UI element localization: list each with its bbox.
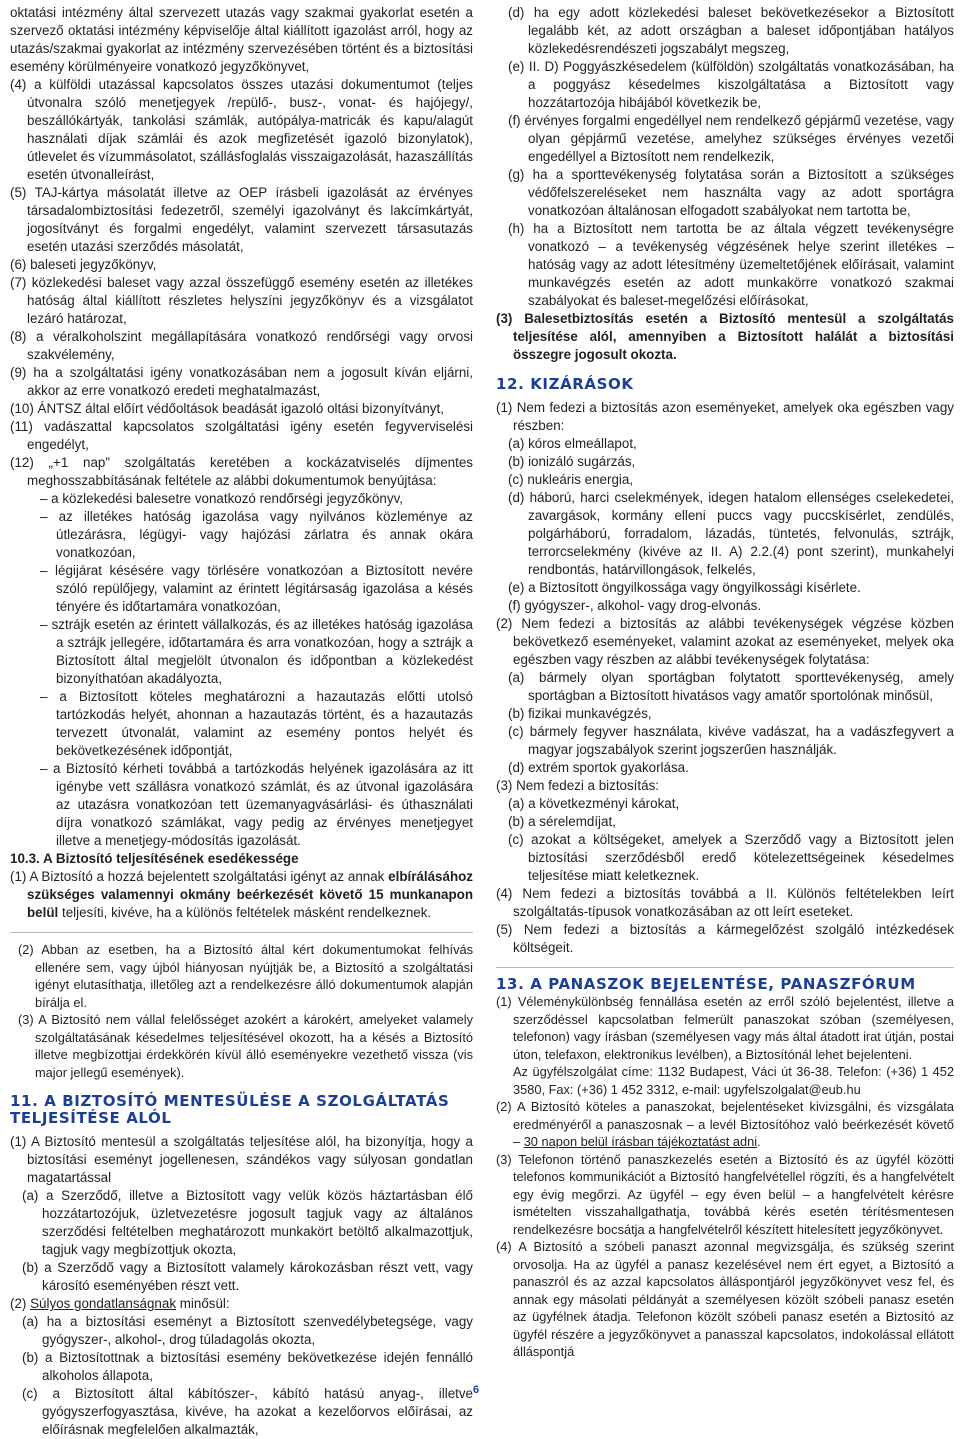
list-item: (d) extrém sportok gyakorlása. xyxy=(508,760,689,775)
paragraph-13-4: (4) A Biztosító a szóbeli panaszt azonnal megvizsgálja, és szükség szerint orvosolja. Ha az ügyfél a panasz kezelésével nem ért egyet, a Biztosító a panaszról és az azzal kapcsolatos álláspontjáról jegyzőkönyvet vesz fel, és annak egy másolati példányát a személyesen közölt szóbeli panasz esetén az ügyfélnek átadja. Telefonon közölt szóbeli panasz esetén a Biztosító az ügyfél részére a jegyzőkönyvet a panasszal kapcsolatos, indokolással ellátott álláspontjá xyxy=(496,1239,954,1359)
list-item: (d) ha egy adott közlekedési baleset bekövetkezésekor a Biztosított legalább két, az adott országban a baleset időpontjában hatályos közlekedésrendészeti jogszabályt megszeg, xyxy=(508,5,954,56)
list-item: (b) a sérelemdíjat, xyxy=(508,814,616,829)
paragraph-13-1: (1) Véleménykülönbség fennállása esetén az erről szóló bejelentést, illetve a szerződéssel kapcsolatban felmerült panaszokat szóban (személyesen, telefonon) vagy írásban (személyesen vagy más által átadott irat útján, postai úton, telefaxon, elektronikus levélben), a Biztosítónál lehet bejelenteni. xyxy=(496,994,954,1062)
list-item: (a) a következményi károkat, xyxy=(508,796,680,811)
paragraph-13-2 xyxy=(496,1098,954,1151)
text-run: (2) xyxy=(10,1296,31,1311)
section-heading-11: 11. A BIZTOSÍTÓ MENTESÜLÉSE A SZOLGÁLTATÁS TELJESÍTÉSE ALÓL xyxy=(10,1092,450,1127)
list-item: (11) vadászattal kapcsolatos szolgáltatási igény esetén fegyverviselési engedélyt, xyxy=(10,419,473,452)
list-item: (d) háború, harci cselekmények, idegen hatalom ellenséges cselekedetei, zavargások, kormány elleni puccs vagy puccskísérlet, zendülés, polgárháború, forradalom, lázadás, tüntetés, felvonulás, sztrájk, terrorcselekmény (kivéve az II. A) 2.2.(4) pont szerint), munkahelyi rendbontás, határvillongások, felkelés, xyxy=(508,490,954,577)
paragraph-11-2 xyxy=(10,1295,473,1313)
text-run: (1) A Biztosító a hozzá bejelentett szolgáltatási igényt az annak xyxy=(10,869,389,884)
separator-line xyxy=(496,967,954,968)
list-item: (12) „+1 nap” szolgáltatás keretében a kockázatviselés díjmentes meghosszabbításának feltétele az alábbi dokumentumok benyújtása: xyxy=(10,455,473,488)
list-item: (c) azokat a költségeket, amelyek a Szerződő vagy a Biztosított jelen biztosítási szerződésből eredő kötelezettségeinek késedelmes teljesítése miatt keletkeznek. xyxy=(508,832,954,883)
list-item: (8) a véralkoholszint megállapítására vonatkozó rendőrségi vagy orvosi szakvélemény, xyxy=(10,329,473,362)
underlined-text-run: Súlyos gondatlanságnak xyxy=(30,1296,177,1311)
paragraph-13-3: (3) Telefonon történő panaszkezelés esetén a Biztosító és az ügyfél közötti telefonos kommunikációt a Biztosító hangfelvétellel rögzíti, és a hangfelvételt egy évig megőrzi. Az ügyfél – egy éven belül – a hangfelvételt kérésre ismételten visszahallgathatja, továbbá kérés esetén térítésmentesen rendelkezésre bocsátja a hangfelvételről készített hitelesített jegyzőkönyvet. xyxy=(496,1151,954,1237)
customer-service-address: Az ügyfélszolgálat címe: 1132 Budapest, Váci út 36-38. Telefon: (+36) 1 452 3580, Fax: (+36) 1 452 3312, e-mail: ugyfelszolgalat@eub.hu xyxy=(513,1064,954,1097)
list-item: (c) a Biztosított által kábítószer-, kábító hatású anyag-, illetve gyógyszerfogyasztása, kivéve, ha azokat a kezelőorvos előírásai, az előírásnak megfelelően alkalmazták, xyxy=(22,1386,473,1437)
list-item: (e) II. D) Poggyászkésedelem (külföldön) szolgáltatás vonatkozásában, ha a poggyász késedelmes kiszolgáltatása a Biztosított vagy hozzátartozója hibájából következik be, xyxy=(508,59,954,110)
list-item: (h) ha a Biztosított nem tartotta be az általa végzett tevékenységre vonatkozó – a tevékenység végzésének helye szerint illetékes – hatóság vagy az adott létesítmény üzemeltetőjének előírásait, valamint munkavégzés esetén az adott munkakörre vonatkozó szakmai szabályokat és baleset-megelőzési előírásokat, xyxy=(508,221,954,308)
text-run: teljesíti, kivéve, ha a különös feltételek másként rendelkeznek. xyxy=(58,905,432,920)
list-item: (5) TAJ-kártya másolatát illetve az OEP írásbeli igazolását az érvényes társadalombiztosítási fedezetről, személyi igazolványt és lakcímkártyát, jogosítványt és forgalmi engedélyt, valamint szervezett társasutazás esetén utazási szerződés másolatát, xyxy=(10,185,473,254)
list-item: (9) ha a szolgáltatási igény vonatkozásában nem a jogosult kíván eljárni, akkor az erre vonatkozó eredeti meghatalmazást, xyxy=(10,365,473,398)
list-item: (7) közlekedési baleset vagy azzal összefüggő esemény esetén az illetékes hatóság által kiállított részletes helyszíni jegyzőkönyv és a vizsgálatot lezáró határozat, xyxy=(10,275,473,326)
text-run: (2) A Biztosító köteles a panaszokat, bejelentéseket kivizsgálni, és vizsgálata eredményéről a panaszosnak – a levél Biztosítóhoz való beérkezését követő – xyxy=(496,1099,954,1149)
list-item: (10) ÁNTSZ által előírt védőoltások beadását igazoló oltási bizonyítványt, xyxy=(10,401,444,416)
section-heading-13: 13. A PANASZOK BEJELENTÉSE, PANASZFÓRUM xyxy=(496,975,916,993)
paragraph-12-4: (4) Nem fedezi a biztosítás továbbá a II. Különös feltételekben leírt szolgáltatás-típusok vonatkozásában az ott leírt eseteket. xyxy=(496,886,954,919)
boxed-text xyxy=(10,941,473,1081)
list-item: (4) a külföldi utazással kapcsolatos összes utazási dokumentumot (teljes útvonalra szóló menetjegyek /repülő-, busz-, vonat- és hajójegy/, beszállókártyák, tankolási számlák, autópálya-matricák és kapu/alagút használati díjak számlái és azok megfizetését igazoló bizonylatok), útlevelet és vízummásolatot, szállásfoglalás visszaigazolását, hazaszállítás esetén útvonalleírást, xyxy=(10,77,473,182)
text-run: minősül: xyxy=(176,1296,230,1311)
dash-item: – a közlekedési balesetre vonatkozó rendőrségi jegyzőkönyv, xyxy=(40,491,403,506)
list-item: (b) ionizáló sugárzás, xyxy=(508,454,636,469)
dash-item: – a Biztosított köteles meghatározni a hazautazás előtti utolsó tartózkodás helyét, ahonnan a hazautazás történt, és a hazautazás tervezett útvonalát, valamint az esemény pontos helyét és bekövetkezésének időpontját, xyxy=(40,689,473,758)
list-item: (a) kóros elmeállapot, xyxy=(508,436,637,451)
paragraph-11-3: (3) Balesetbiztosítás esetén a Biztosító mentesül a szolgáltatás teljesítése alól, amennyiben a Biztosított halálát a biztosítási összegre jogosult okozta. xyxy=(496,311,954,362)
list-item: (a) bármely olyan sportágban folytatott sporttevékenység, amely sportágban a Biztosított hivatásos vagy amatőr sportolónak minősül, xyxy=(508,670,954,703)
text-run: . xyxy=(757,1134,761,1149)
separator-line xyxy=(10,932,473,933)
dash-item: – sztrájk esetén az érintett vállalkozás, és az illetékes hatóság igazolása a sztrájk jellegére, időtartamára és arra vonatkozóan, hogy a sztrájk a Biztosított által megjelölt útvonalon és időpontban a közlekedést bizonyíthatóan akadályozta, xyxy=(40,617,473,686)
dash-item: – az illetékes hatóság igazolása vagy nyilvános közleménye az útlezárásra, légügyi- vagy hajózási zárlatra és annak okára vonatkozóan, xyxy=(40,509,473,560)
complaints-text xyxy=(496,993,954,1361)
continued-paragraph: oktatási intézmény által szervezett utazás vagy szakmai gyakorlat esetén a szervező oktatási intézmény képviselője által kiállított igazolást arról, hogy az utazás/szakmai gyakorlat az intézmény szervezésében történt és a biztosítási esemény körülményeire vonatkozó jegyzőkönyvet, xyxy=(10,5,473,74)
list-item: (e) a Biztosított öngyilkossága vagy öngyilkossági kísérlete. xyxy=(508,580,861,595)
list-item: (f) gyógyszer-, alkohol- vagy drog-elvonás. xyxy=(508,598,762,613)
paragraph-11-1: (1) A Biztosító mentesül a szolgáltatás teljesítése alól, ha bizonyítja, hogy a biztosítási eseményt jogellenesen, szándékos vagy súlyosan gondatlan magatartással xyxy=(10,1134,473,1185)
left-column xyxy=(10,4,473,1439)
paragraph-10-3-2: (2) Abban az esetben, ha a Biztosító által kért dokumentumokat felhívás ellenére sem, vagy újból hiányosan nyújtják be, a Biztosító a szolgáltatási igényt elutasíthatja, illetőleg azt a rendelkezésre álló dokumentumok alapján bírálja el. xyxy=(18,942,473,1010)
list-item: (6) baleseti jegyzőkönyv, xyxy=(10,257,157,272)
page-number: 6 xyxy=(473,1384,480,1396)
paragraph-12-3: (3) Nem fedezi a biztosítás: xyxy=(496,778,659,793)
paragraph-10-3-3: (3) A Biztosító nem vállal felelősséget azokért a károkért, amelyeket valamely szolgáltatásának késedelmes teljesítésével okozott, ha a késés a Biztosító illetve megbízottjai érdekkörén kívül álló eseményekre vezethető vissza (vis major jellegű események). xyxy=(18,1012,473,1080)
paragraph-10-3-1 xyxy=(10,868,473,922)
list-item: (g) ha a sporttevékenység folytatása során a Biztosított a szükséges védőfelszereléseket nem használta vagy az adott sportágra vonatkozóan általánosan elfogadott szabályokat nem tartotta be, xyxy=(508,167,954,218)
list-item: (c) nukleáris energia, xyxy=(508,472,634,487)
paragraph-12-1: (1) Nem fedezi a biztosítás azon eseményeket, amelyek oka egészben vagy részben: xyxy=(496,400,954,433)
list-item: (b) a Biztosítottnak a biztosítási esemény bekövetkezése idején fennálló alkoholos állapota, xyxy=(22,1350,473,1383)
dash-item: – légijárat késésére vagy törlésére vonatkozóan a Biztosított nevére szóló repülőjegy, valamint az érintett légitársaság igazolása a késés tényére és időtartamára vonatkozóan, xyxy=(40,563,473,614)
list-item: (a) ha a biztosítási eseményt a Biztosított szenvedélybetegsége, vagy gyógyszer-, alkohol-, drog túladagolás okozta, xyxy=(22,1314,473,1347)
section-heading-10-3: 10.3. A Biztosító teljesítésének esedékessége xyxy=(10,851,299,866)
list-item: (c) bármely fegyver használata, kivéve vadászat, ha a vadászfegyvert a magyar jogszabályok szerint jogszerűen használják. xyxy=(508,724,954,757)
bold-text-run: elbírálásához szükséges valamennyi okmány beérkezését követő 15 munkanapon belül xyxy=(27,869,473,920)
paragraph-12-2: (2) Nem fedezi a biztosítás az alábbi tevékenységek végzése közben bekövetkező eseményeket, valamint azokat az eseményeket, melyek oka egészben vagy részben az alábbi tevékenységek folytatása: xyxy=(496,616,954,667)
underlined-text-run: 30 napon belül írásban tájékoztatást adni xyxy=(523,1134,758,1149)
paragraph-12-5: (5) Nem fedezi a biztosítás a kármegelőzést szolgáló intézkedések költségeit. xyxy=(496,922,954,955)
list-item: (b) fizikai munkavégzés, xyxy=(508,706,652,721)
section-heading-12: 12. KIZÁRÁSOK xyxy=(496,375,634,393)
list-item: (f) érvényes forgalmi engedéllyel nem rendelkező gépjármű vezetése, vagy olyan gépjármű vezetése, amelyhez szükséges érvényes vezetői engedéllyel a Biztosított nem rendelkezik, xyxy=(508,113,954,164)
list-item: (a) a Szerződő, illetve a Biztosított vagy velük közös háztartásban élő hozzátartozójuk, üzletvezetésre jogosult tagjuk vagy az általános szerződési feltételben meghatározott munkakört betöltő alkalmazottjuk, tagjuk vagy megbízottjuk okozta, xyxy=(22,1188,473,1257)
dash-item: – a Biztosító kérheti továbbá a tartózkodás helyének igazolására az itt igénybe vett szállásra vonatkozó számlát, és az útvonal igazolására az utazásra vonatkozóan tett üzemanyagvásárlási- és úthasználati díjra vonatkozó számlákat, vagy pedig az érvényes menetjegyet illetve a menetjegy-módosítás igazolását. xyxy=(40,761,473,848)
right-column xyxy=(496,4,954,1361)
list-item: (b) a Szerződő vagy a Biztosított valamely károkozásban részt vett, vagy károsító eseményében részt vett. xyxy=(22,1260,473,1293)
